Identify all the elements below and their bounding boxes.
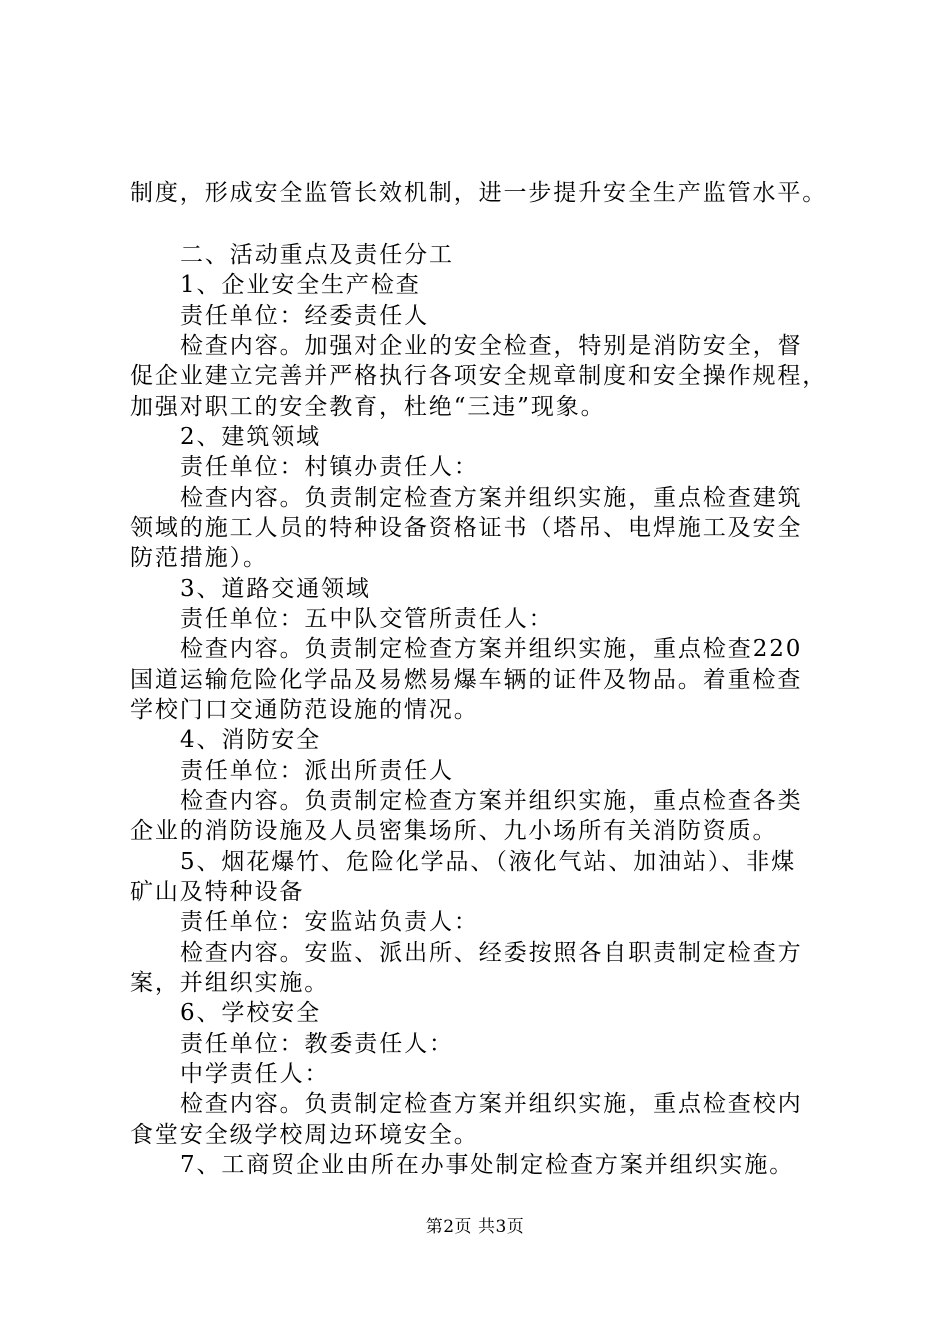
text-line: 促企业建立完善并严格执行各项安全规章制度和安全操作规程， bbox=[130, 363, 828, 389]
responsible-unit: 责任单位：经委责任人 bbox=[180, 303, 429, 329]
item-heading: 2、建筑领域 bbox=[180, 424, 322, 450]
text-line: 检查内容。负责制定检查方案并组织实施，重点检查校内 bbox=[180, 1091, 803, 1117]
responsible-unit: 责任单位：安监站负责人： bbox=[180, 909, 479, 935]
text-line: 国道运输危险化学品及易燃易爆车辆的证件及物品。着重检查 bbox=[130, 667, 803, 693]
text-line: 检查内容。安监、派出所、经委按照各自职责制定检查方 bbox=[180, 940, 803, 966]
text-line: 领域的施工人员的特种设备资格证书（塔吊、电焊施工及安全 bbox=[130, 515, 803, 541]
text-line: 企业的消防设施及人员密集场所、九小场所有关消防资质。 bbox=[130, 818, 778, 844]
text-line: 检查内容。负责制定检查方案并组织实施，重点检查建筑 bbox=[180, 485, 803, 511]
text-line: 检查内容。负责制定检查方案并组织实施，重点检查220 bbox=[180, 636, 803, 662]
page-number: 第2页 共3页 bbox=[425, 1217, 525, 1237]
item-heading: 6、学校安全 bbox=[180, 1000, 322, 1026]
item-heading: 5、烟花爆竹、危险化学品、（液化气站、加油站）、非煤 bbox=[180, 849, 797, 875]
text-line: 学校门口交通防范设施的情况。 bbox=[130, 697, 479, 723]
item-heading: 矿山及特种设备 bbox=[130, 879, 305, 905]
responsible-unit: 责任单位：五中队交管所责任人： bbox=[180, 606, 554, 632]
item-heading: 3、道路交通领域 bbox=[180, 576, 371, 602]
text-line: 制度，形成安全监管长效机制，进一步提升安全生产监管水平。 bbox=[130, 180, 828, 206]
item-heading: 1、企业安全生产检查 bbox=[180, 272, 421, 298]
responsible-unit: 中学责任人： bbox=[180, 1061, 330, 1087]
responsible-unit: 责任单位：教委责任人： bbox=[180, 1031, 454, 1057]
text-line: 检查内容。加强对企业的安全检查，特别是消防安全，督 bbox=[180, 333, 803, 359]
section-heading: 二、活动重点及责任分工 bbox=[180, 242, 454, 268]
responsible-unit: 责任单位：派出所责任人 bbox=[180, 758, 454, 784]
text-line: 食堂安全级学校周边环境安全。 bbox=[130, 1122, 479, 1148]
text-line: 加强对职工的安全教育，杜绝“三违”现象。 bbox=[130, 394, 606, 420]
item-heading: 7、工商贸企业由所在办事处制定检查方案并组织实施。 bbox=[180, 1152, 795, 1178]
item-heading: 4、消防安全 bbox=[180, 727, 322, 753]
text-line: 案，并组织实施。 bbox=[130, 970, 330, 996]
responsible-unit: 责任单位：村镇办责任人： bbox=[180, 454, 479, 480]
text-line: 防范措施）。 bbox=[130, 545, 268, 571]
text-line: 检查内容。负责制定检查方案并组织实施，重点检查各类 bbox=[180, 788, 803, 814]
